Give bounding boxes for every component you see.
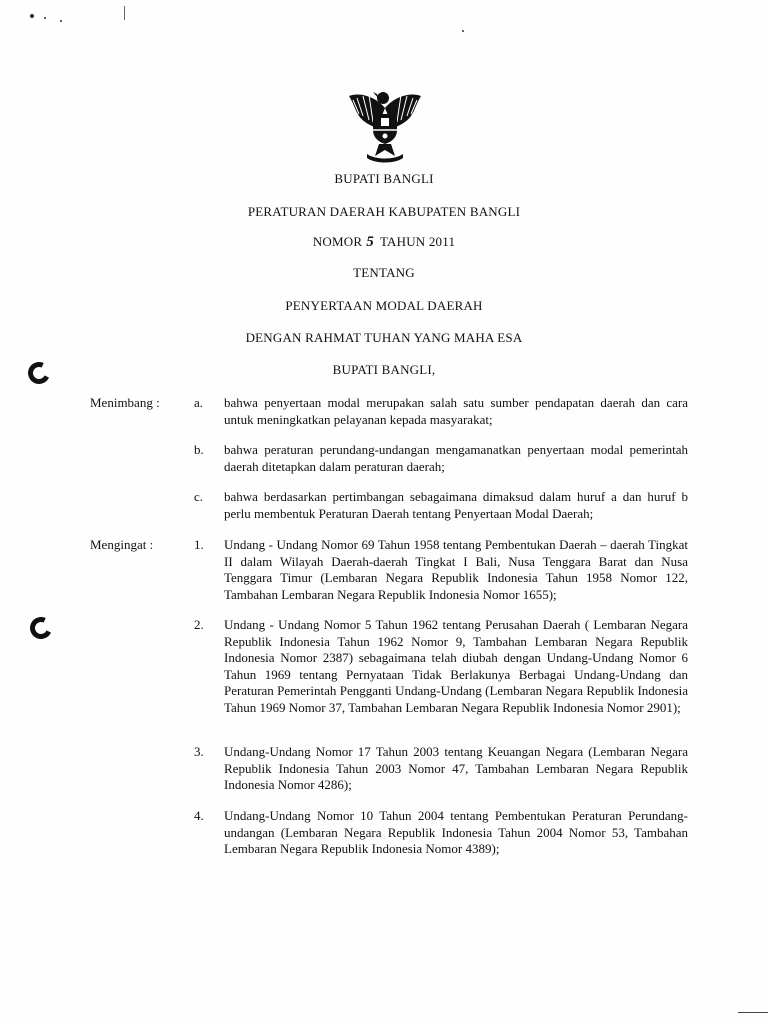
regulation-title: PERATURAN DAERAH KABUPATEN BANGLI: [247, 204, 521, 219]
item-text: Undang - Undang Nomor 5 Tahun 1962 tentang Perusahan Daerah ( Lembaran Negara Republik Indonesia Tahun 1962 Nomor 9, Tambahan Lembaran Negara Republik Indonesia Nomor 2387) sebagaimana telah diubah dengan Undang-Undang Nomor 6 Tahun 1969 tentang Pernyataan Tidak Berlakunya Berbagai Undang-Undang dan Peraturan Pemerintah Pengganti Undang-Undang (Lembaran Negara Republik Indonesia Tahun 1969 Nomor 37, Tambahan Lembaran Negara Republik Indonesia Nomor 2901);: [224, 617, 688, 715]
item-marker: 1.: [194, 537, 204, 552]
nomor-value: 5: [366, 234, 374, 250]
menimbang-label: Menimbang :: [90, 395, 160, 410]
mengingat-item: [194, 808, 688, 858]
item-marker: 3.: [194, 744, 204, 759]
preamble-line: DENGAN RAHMAT TUHAN YANG MAHA ESA: [245, 330, 523, 345]
nomor-prefix: NOMOR: [312, 234, 363, 249]
issuer-salutation: BUPATI BANGLI,: [332, 362, 436, 377]
item-marker: 2.: [194, 617, 204, 632]
mengingat-item: [194, 744, 688, 794]
tentang-heading: TENTANG: [353, 265, 415, 280]
issuer-title: BUPATI BANGLI: [334, 171, 434, 186]
scan-speck: [60, 20, 62, 22]
item-text: Undang - Undang Nomor 69 Tahun 1958 tentang Pembentukan Daerah – daerah Tingkat II dalam Wilayah Daerah-daerah Tingkat I Bali, Nusa Tenggara Barat dan Nusa Tenggara Timur (Lembaran Negara Republik Indonesia Tahun 1958 Nomor 122, Tambahan Lembaran Negara Republik Indonesia Nomor 1655);: [224, 537, 688, 602]
scan-speck: [462, 30, 464, 32]
item-marker: 4.: [194, 808, 204, 823]
item-marker: a.: [194, 395, 204, 410]
item-text: bahwa penyertaan modal merupakan salah satu sumber pendapatan daerah dan cara untuk meningkatkan pelayanan kepada masyarakat;: [224, 395, 688, 427]
menimbang-item: [194, 442, 688, 475]
scan-edge-mark: [738, 1012, 768, 1013]
scan-speck: [44, 17, 46, 19]
scan-speck: [30, 14, 34, 18]
regulation-number-line: [0, 234, 768, 251]
item-text: bahwa peraturan perundang-undangan mengamanatkan penyertaan modal pemerintah daerah ditetapkan dalam peraturan daerah;: [224, 442, 688, 474]
nomor-year: TAHUN 2011: [379, 234, 456, 249]
scan-speck: [124, 6, 125, 20]
mengingat-label: Mengingat :: [90, 537, 154, 552]
garuda-emblem-icon: [345, 86, 425, 164]
menimbang-item: [194, 395, 688, 428]
item-text: Undang-Undang Nomor 10 Tahun 2004 tentang Pembentukan Peraturan Perundang-undangan (Lembaran Negara Republik Indonesia Tahun 2004 Nomor 53, Tambahan Lembaran Negara Republik Indonesia Nomor 4389);: [224, 808, 688, 856]
menimbang-item: [194, 489, 688, 522]
item-marker: b.: [194, 442, 204, 457]
punch-hole-mark: [27, 614, 55, 642]
item-text: bahwa berdasarkan pertimbangan sebagaimana dimaksud dalam huruf a dan huruf b perlu membentuk Peraturan Daerah tentang Penyertaan Modal Daerah;: [224, 489, 688, 521]
item-text: Undang-Undang Nomor 17 Tahun 2003 tentang Keuangan Negara (Lembaran Negara Republik Indonesia Tahun 2003 Nomor 47, Tambahan Lembaran Negara Republik Indonesia Nomor 4286);: [224, 744, 688, 792]
subject-title: PENYERTAAN MODAL DAERAH: [285, 298, 483, 313]
mengingat-item: [194, 537, 688, 603]
item-marker: c.: [194, 489, 204, 504]
mengingat-item: [194, 617, 688, 716]
